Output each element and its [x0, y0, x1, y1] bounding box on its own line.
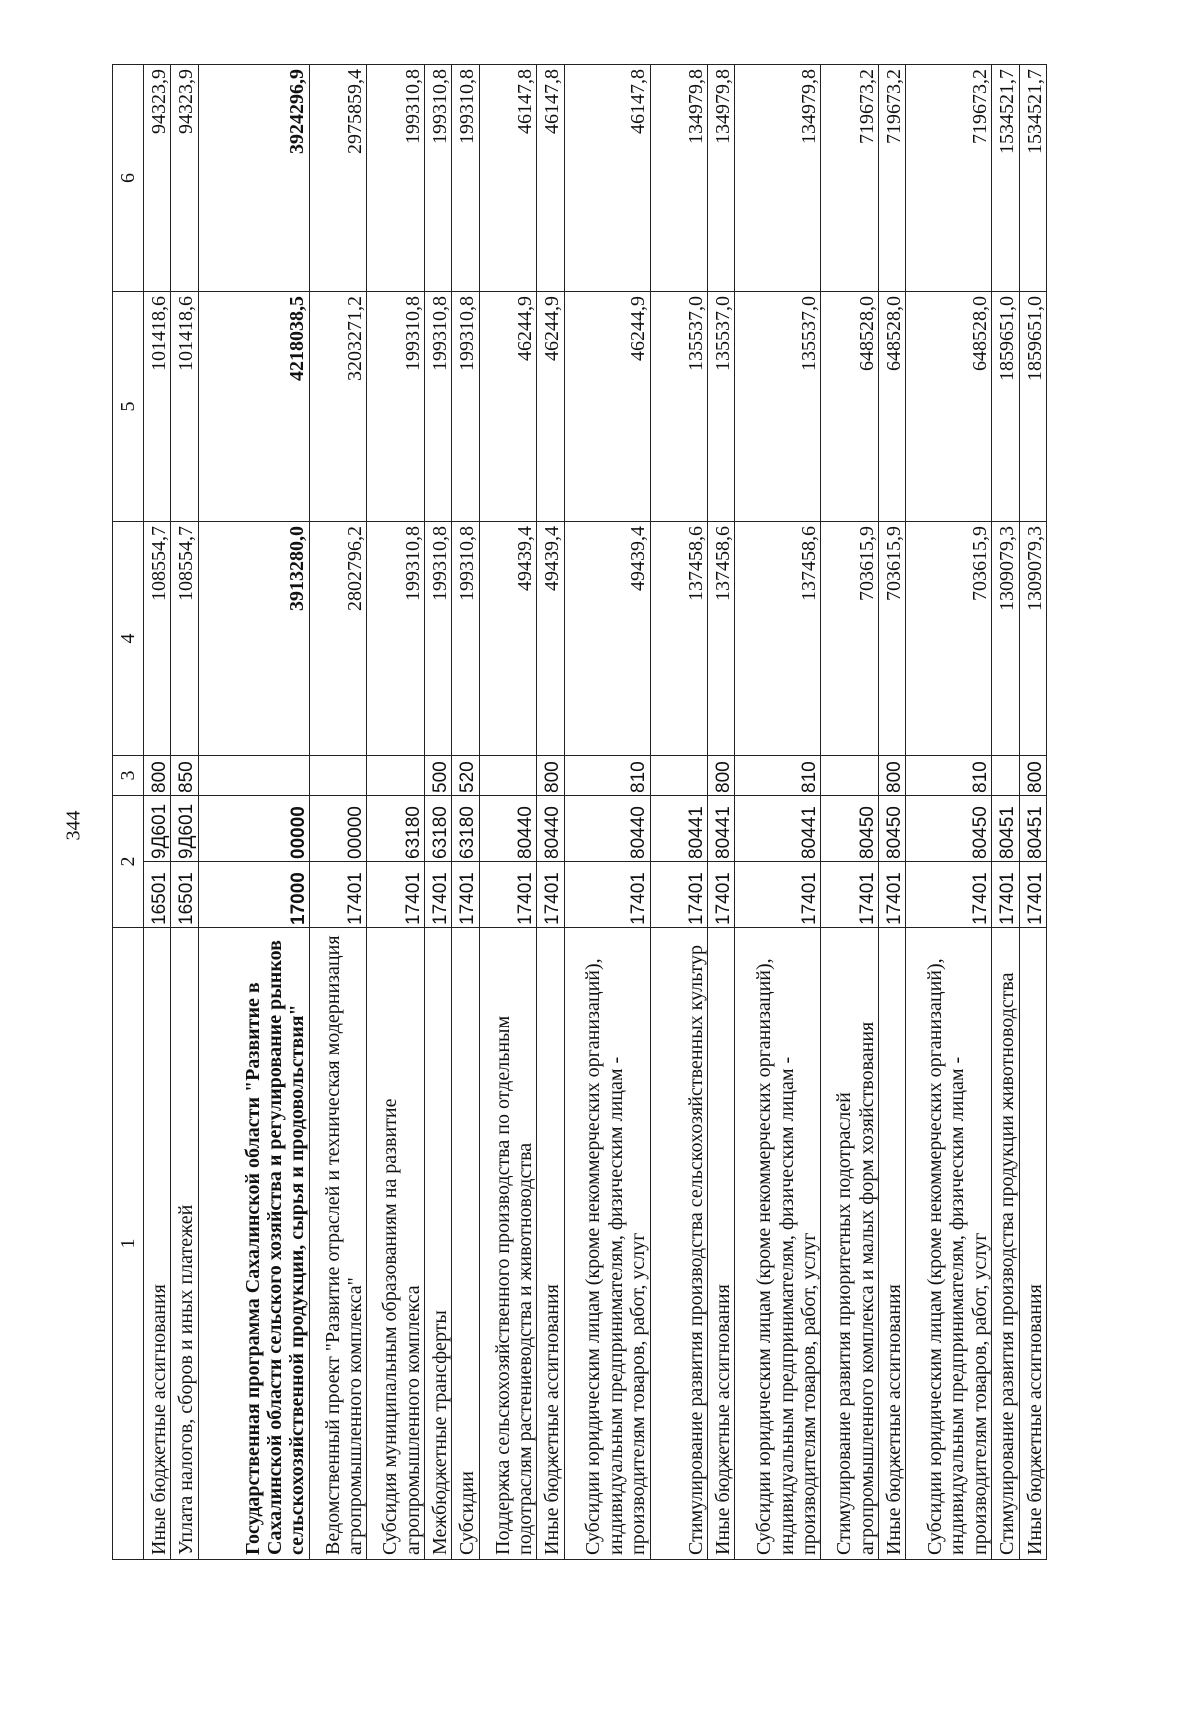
amount-col6-cell: 199310,8	[452, 65, 479, 292]
column-header: 4	[113, 522, 144, 756]
amount-col4-cell: 199310,8	[452, 522, 479, 756]
expense-type-cell	[821, 756, 879, 796]
amount-col4-cell: 137458,6	[650, 522, 708, 756]
direction-code-cell: 63180	[452, 796, 479, 862]
expense-type-cell	[309, 756, 367, 796]
amount-col4-cell: 137458,6	[708, 522, 735, 756]
amount-col5-cell: 135537,0	[650, 292, 708, 522]
table-row	[879, 65, 906, 1560]
amount-col5-cell: 648528,0	[906, 292, 992, 522]
program-code-cell: 17401	[708, 862, 735, 928]
expense-type-cell: 800	[708, 756, 735, 796]
row-name-cell: Ведомственный проект "Развитие отраслей и техническая модернизация агропромышленного комплекса"	[309, 928, 367, 1560]
amount-col5-cell: 46244,9	[479, 292, 537, 522]
program-code-cell: 17401	[650, 862, 708, 928]
row-name-cell: Иные бюджетные ассигнования	[144, 928, 171, 1560]
budget-table-rotated	[112, 65, 1047, 1560]
amount-col5-cell: 46244,9	[537, 292, 564, 522]
row-name-cell: Стимулирование развития производства продукции животноводства	[992, 928, 1019, 1560]
table-row	[650, 65, 708, 1560]
program-code-cell: 17000	[198, 862, 309, 928]
row-name-cell: Иные бюджетные ассигнования	[1019, 928, 1046, 1560]
program-code-cell: 17401	[564, 862, 650, 928]
expense-type-cell	[367, 756, 425, 796]
amount-col5-cell: 135537,0	[708, 292, 735, 522]
amount-col6-cell: 134979,8	[650, 65, 708, 292]
amount-col4-cell: 199310,8	[425, 522, 452, 756]
row-name-cell: Субсидии юридическим лицам (кроме некоммерческих организаций), индивидуальным предпринимателям, физическим лицам - производителям товаров, работ, услуг	[564, 928, 650, 1560]
amount-col6-cell: 94323,9	[144, 65, 171, 292]
expense-type-cell	[198, 756, 309, 796]
table-body	[144, 65, 1047, 1560]
direction-code-cell: 80451	[1019, 796, 1046, 862]
row-name-cell: Субсидия муниципальным образованиям на развитие агропромышленного комплекса	[367, 928, 425, 1560]
program-code-cell: 17401	[735, 862, 821, 928]
amount-col6-cell: 3924296,9	[198, 65, 309, 292]
program-code-cell: 16501	[171, 862, 198, 928]
direction-code-cell: 80450	[821, 796, 879, 862]
program-code-cell: 17401	[992, 862, 1019, 928]
direction-code-cell: 00000	[309, 796, 367, 862]
program-code-cell: 17401	[906, 862, 992, 928]
amount-col5-cell: 1859651,0	[1019, 292, 1046, 522]
direction-code-cell: 63180	[367, 796, 425, 862]
amount-col6-cell: 46147,8	[537, 65, 564, 292]
budget-table	[112, 64, 1047, 1560]
amount-col4-cell: 49439,4	[564, 522, 650, 756]
amount-col5-cell: 199310,8	[452, 292, 479, 522]
table-row	[735, 65, 821, 1560]
expense-type-cell: 800	[879, 756, 906, 796]
program-code-cell: 17401	[367, 862, 425, 928]
row-name-cell: Субсидии юридическим лицам (кроме некоммерческих организаций), индивидуальным предпринимателям, физическим лицам - производителям товаров, работ, услуг	[735, 928, 821, 1560]
row-name-cell: Иные бюджетные ассигнования	[708, 928, 735, 1560]
table-row	[992, 65, 1019, 1560]
column-header: 2	[113, 796, 144, 928]
amount-col4-cell: 108554,7	[171, 522, 198, 756]
column-header: 1	[113, 928, 144, 1560]
table-row	[171, 65, 198, 1560]
amount-col4-cell: 137458,6	[735, 522, 821, 756]
program-code-cell: 17401	[879, 862, 906, 928]
amount-col4-cell: 108554,7	[144, 522, 171, 756]
program-code-cell: 17401	[479, 862, 537, 928]
table-header-row	[113, 65, 144, 1560]
amount-col6-cell: 199310,8	[367, 65, 425, 292]
expense-type-cell	[992, 756, 1019, 796]
amount-col6-cell: 2975859,4	[309, 65, 367, 292]
expense-type-cell: 500	[425, 756, 452, 796]
direction-code-cell: 9Д601	[171, 796, 198, 862]
amount-col6-cell: 719673,2	[879, 65, 906, 292]
amount-col4-cell: 1309079,3	[992, 522, 1019, 756]
program-code-cell: 17401	[1019, 862, 1046, 928]
amount-col5-cell: 1859651,0	[992, 292, 1019, 522]
column-header: 3	[113, 756, 144, 796]
amount-col6-cell: 94323,9	[171, 65, 198, 292]
amount-col6-cell: 46147,8	[564, 65, 650, 292]
expense-type-cell: 850	[171, 756, 198, 796]
table-row	[144, 65, 171, 1560]
amount-col5-cell: 101418,6	[144, 292, 171, 522]
expense-type-cell: 800	[1019, 756, 1046, 796]
direction-code-cell: 80441	[708, 796, 735, 862]
table-row	[821, 65, 879, 1560]
amount-col6-cell: 719673,2	[906, 65, 992, 292]
amount-col5-cell: 4218038,5	[198, 292, 309, 522]
amount-col5-cell: 3203271,2	[309, 292, 367, 522]
expense-type-cell: 810	[735, 756, 821, 796]
program-code-cell: 16501	[144, 862, 171, 928]
amount-col4-cell: 1309079,3	[1019, 522, 1046, 756]
table-row	[452, 65, 479, 1560]
row-name-cell: Стимулирование развития производства сельскохозяйственных культур	[650, 928, 708, 1560]
expense-type-cell	[479, 756, 537, 796]
row-name-cell: Иные бюджетные ассигнования	[537, 928, 564, 1560]
row-name-cell: Субсидии юридическим лицам (кроме некоммерческих организаций), индивидуальным предпринимателям, физическим лицам - производителям товаров, работ, услуг	[906, 928, 992, 1560]
expense-type-cell	[650, 756, 708, 796]
amount-col6-cell: 134979,8	[735, 65, 821, 292]
amount-col5-cell: 46244,9	[564, 292, 650, 522]
table-row	[708, 65, 735, 1560]
row-name-cell: Иные бюджетные ассигнования	[879, 928, 906, 1560]
row-name-cell: Стимулирование развития приоритетных подотраслей агропромышленного комплекса и малых форм хозяйствования	[821, 928, 879, 1560]
program-code-cell: 17401	[452, 862, 479, 928]
expense-type-cell: 810	[564, 756, 650, 796]
column-header: 6	[113, 65, 144, 292]
program-code-cell: 17401	[821, 862, 879, 928]
amount-col5-cell: 135537,0	[735, 292, 821, 522]
direction-code-cell: 9Д601	[144, 796, 171, 862]
amount-col4-cell: 2802796,2	[309, 522, 367, 756]
table-row	[367, 65, 425, 1560]
amount-col4-cell: 3913280,0	[198, 522, 309, 756]
direction-code-cell: 00000	[198, 796, 309, 862]
amount-col6-cell: 46147,8	[479, 65, 537, 292]
table-row	[906, 65, 992, 1560]
program-code-cell: 17401	[425, 862, 452, 928]
direction-code-cell: 80451	[992, 796, 1019, 862]
amount-col4-cell: 49439,4	[479, 522, 537, 756]
amount-col4-cell: 199310,8	[367, 522, 425, 756]
table-row	[309, 65, 367, 1560]
amount-col4-cell: 703615,9	[906, 522, 992, 756]
row-name-cell: Субсидии	[452, 928, 479, 1560]
amount-col6-cell: 134979,8	[708, 65, 735, 292]
amount-col5-cell: 199310,8	[367, 292, 425, 522]
program-code-cell: 17401	[537, 862, 564, 928]
amount-col4-cell: 703615,9	[821, 522, 879, 756]
table-row	[479, 65, 537, 1560]
page-number: 344	[62, 810, 85, 840]
table-row	[537, 65, 564, 1560]
amount-col6-cell: 199310,8	[425, 65, 452, 292]
direction-code-cell: 80440	[564, 796, 650, 862]
amount-col4-cell: 49439,4	[537, 522, 564, 756]
expense-type-cell: 800	[144, 756, 171, 796]
row-name-cell: Государственная программа Сахалинской области "Развитие в Сахалинской области сельского хозяйства и регулирование рынков сельскохозяйственной продукции, сырья и продовольствия"	[198, 928, 309, 1560]
direction-code-cell: 80440	[479, 796, 537, 862]
expense-type-cell: 810	[906, 756, 992, 796]
row-name-cell: Уплата налогов, сборов и иных платежей	[171, 928, 198, 1560]
direction-code-cell: 80450	[906, 796, 992, 862]
amount-col5-cell: 648528,0	[879, 292, 906, 522]
direction-code-cell: 63180	[425, 796, 452, 862]
column-header: 5	[113, 292, 144, 522]
table-row	[425, 65, 452, 1560]
amount-col5-cell: 648528,0	[821, 292, 879, 522]
direction-code-cell: 80450	[879, 796, 906, 862]
row-name-cell: Поддержка сельскохозяйственного производства по отдельным подотраслям растениеводства и животноводства	[479, 928, 537, 1560]
amount-col4-cell: 703615,9	[879, 522, 906, 756]
expense-type-cell: 800	[537, 756, 564, 796]
amount-col6-cell: 1534521,7	[1019, 65, 1046, 292]
table-row	[564, 65, 650, 1560]
table-row	[198, 65, 309, 1560]
direction-code-cell: 80441	[650, 796, 708, 862]
direction-code-cell: 80440	[537, 796, 564, 862]
amount-col6-cell: 719673,2	[821, 65, 879, 292]
amount-col5-cell: 101418,6	[171, 292, 198, 522]
amount-col5-cell: 199310,8	[425, 292, 452, 522]
row-name-cell: Межбюджетные трансферты	[425, 928, 452, 1560]
expense-type-cell: 520	[452, 756, 479, 796]
program-code-cell: 17401	[309, 862, 367, 928]
direction-code-cell: 80441	[735, 796, 821, 862]
table-row	[1019, 65, 1046, 1560]
amount-col6-cell: 1534521,7	[992, 65, 1019, 292]
